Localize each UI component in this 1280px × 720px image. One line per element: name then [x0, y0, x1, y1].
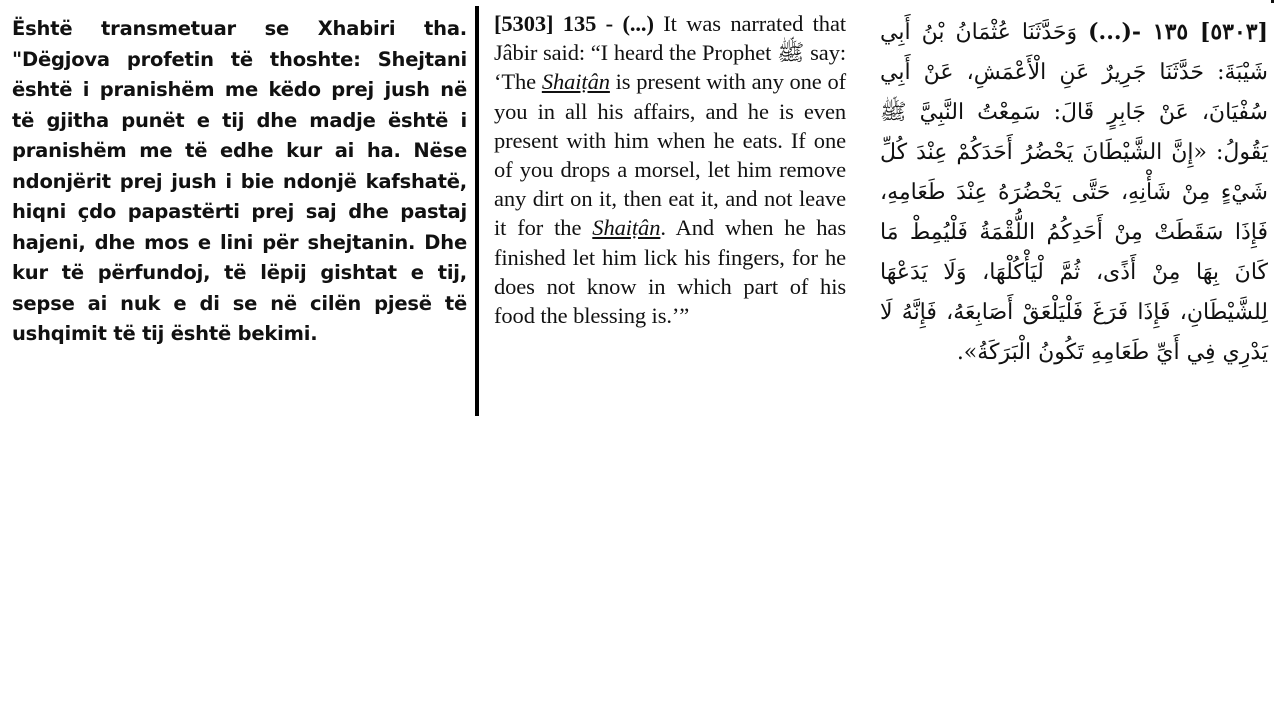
arabic-original-column — [880, 12, 1268, 373]
arabic-hadith-paragraph — [880, 12, 1268, 373]
column-divider — [475, 6, 479, 416]
english-hadith-paragraph — [494, 9, 846, 330]
arabic-hadith-text: وَحَدَّثَنَا عُثْمَانُ بْنُ أَبِي شَيْبَةَ: حَدَّثَنَا جَرِيرٌ عَنِ الْأَعْمَشِ، عَنْ أَبِي سُفْيَانَ، عَنْ جَابِرٍ قَالَ: سَمِعْتُ النَّبِيَّ ﷺ يَقُولُ: «إِنَّ الشَّيْطَانَ يَحْضُرُ أَحَدَكُمْ عِنْدَ كُلِّ شَيْءٍ مِنْ شَأْنِهِ، حَتَّى يَحْضُرَهُ عِنْدَ طَعَامِهِ، فَإِذَا سَقَطَتْ مِنْ أَحَدِكُمُ اللُّقْمَةُ فَلْيُمِطْ مَا كَانَ بِهَا مِنْ أَذًى، ثُمَّ لْيَأْكُلْهَا، وَلَا يَدَعْهَا لِلشَّيْطَانِ، فَإِذَا فَرَغَ فَلْيَلْعَقْ أَصَابِعَهُ، فَإِنَّهُ لَا يَدْرِي فِي أَيِّ طَعَامِهِ تَكُونُ الْبَرَكَةُ». — [880, 20, 1268, 365]
english-text-part-3: . And when he has finished let him lick his fingers, for he does not know in which part of his food the blessing is.’” — [494, 215, 846, 329]
transliterated-term-shaitan-1: Shaiṭân — [541, 69, 610, 95]
edge-dot-mark — [1271, 0, 1274, 3]
arabic-hadith-reference: [٥٣٠٣] ١٣٥ -(...) — [1088, 19, 1268, 45]
english-translation-column — [494, 9, 846, 330]
albanian-hadith-text: Është transmetuar se Xhabiri tha. "Dëgjova profetin të thoshte: Shejtani është i pranishëm me këdo prej jush në të gjitha punët e tij dhe madje është i pranishëm me të edhe kur ai ha. Nëse ndonjërit prej jush i bie ndonjë kafshatë, hiqni çdo papastërti prej saj dhe pastaj hajeni, dhe mos e lini për shejtanin. Dhe kur të përfundoj, të lëpij gishtat e tij, sepse ai nuk e di se në cilën pjesë të ushqimit të tij është bekimi. — [12, 17, 467, 345]
transliterated-term-shaitan-2: Shaiṭân — [592, 215, 661, 241]
hadith-reference-number: [5303] 135 - (...) — [494, 11, 654, 36]
albanian-translation-column — [12, 14, 467, 350]
english-text-part-1: It was narrated that Jâbir said: “I heard the Prophet ﷺ say: ‘The — [494, 11, 846, 95]
english-text-part-2: is present with any one of you in all his affairs, and he is even present with him when he eats. If one of you drops a morsel, let him remove any dirt on it, then eat it, and not leave it for the — [494, 69, 846, 241]
